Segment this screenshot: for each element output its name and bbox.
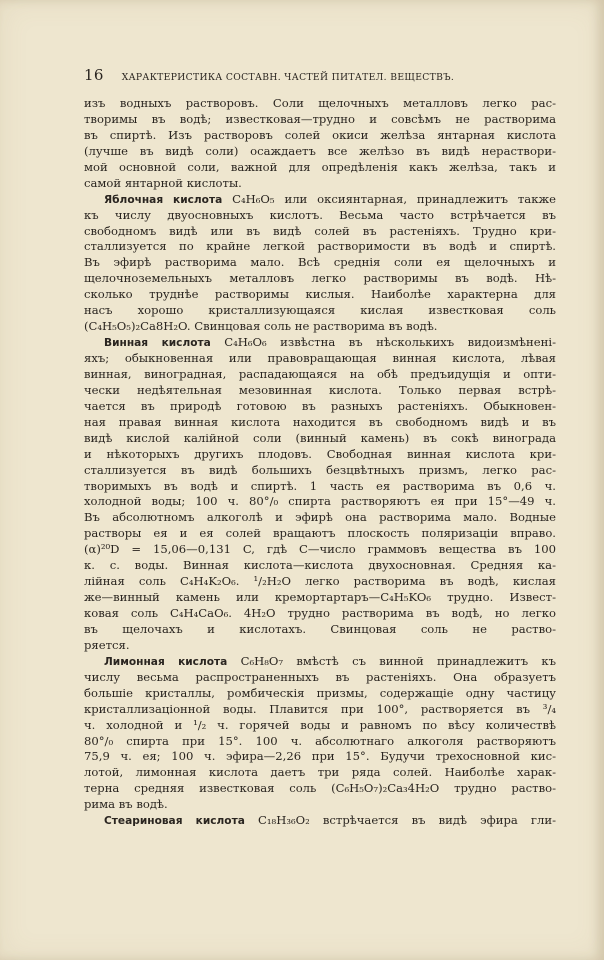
line-text: чается въ природѣ готовою въ разныхъ растеніяхъ. Обыкновен- bbox=[84, 398, 556, 413]
text-line bbox=[84, 765, 556, 781]
line-text: и нѣкоторыхъ другихъ плодовъ. Свободная винная кислота кри- bbox=[84, 446, 556, 461]
line-text: 80°/₀ спирта при 15°. 100 ч. абсолютнаго алкоголя растворяютъ bbox=[84, 733, 556, 748]
text-line bbox=[84, 144, 556, 160]
line-text: лотой, лимонная кислота даетъ три ряда солей. Наиболѣе харак- bbox=[84, 765, 556, 780]
line-text: кристаллизацiонной воды. Плавится при 100°, растворяется въ ³/₄ bbox=[84, 701, 556, 716]
text-line bbox=[84, 494, 556, 510]
line-text: холодной воды; 100 ч. 80°/₀ спирта растворяютъ ея при 15°—49 ч. bbox=[84, 494, 556, 509]
page-number: 16 bbox=[84, 66, 104, 84]
line-text: ная правая винная кислота находится въ свободномъ видѣ и въ bbox=[84, 414, 556, 429]
text-line bbox=[84, 638, 556, 654]
line-text: же—винный камень или кремортартаръ—C₄H₅KO₆ трудно. Извест- bbox=[84, 590, 556, 605]
running-head: ХАРАКТЕРИСТИКА СОСТАВН. ЧАСТЕЙ ПИТАТЕЛ. ВЕЩЕСТВЪ. bbox=[121, 72, 455, 83]
text-line bbox=[84, 399, 556, 415]
line-text: растворы ея и ея солей вращаютъ плоскость поляризацiи вправо. bbox=[84, 526, 556, 541]
line-text: Въ абсолютномъ алкоголѣ и эфирѣ она растворима мало. Водные bbox=[84, 510, 556, 525]
line-text: Въ эфирѣ растворима мало. Всѣ среднія соли ея щелочныхъ и bbox=[84, 255, 556, 270]
text-line bbox=[84, 239, 556, 255]
text-line bbox=[84, 574, 556, 590]
section-term: Яблочная кислота bbox=[104, 193, 223, 206]
line-text: мой основной соли, важной для опредѣленія какъ желѣза, такъ и bbox=[84, 159, 556, 174]
text-line bbox=[84, 303, 556, 319]
body-text bbox=[84, 96, 556, 829]
line-text: ряется. bbox=[84, 637, 130, 652]
text-line bbox=[84, 702, 556, 718]
line-text: насъ хорошо кристаллизующаяся кислая известковая соль bbox=[84, 303, 556, 318]
text-line bbox=[84, 415, 556, 431]
line-text: творимы въ водѣ; известковая—трудно и совсѣмъ не растворима bbox=[84, 111, 556, 126]
text-line bbox=[84, 542, 556, 558]
text-line bbox=[84, 606, 556, 622]
text-line bbox=[84, 383, 556, 399]
text-line bbox=[84, 224, 556, 240]
line-text: чески недѣятельная мезовинная кислота. Только первая встрѣ- bbox=[84, 382, 556, 397]
line-text: C₄H₆O₅ или оксиянтарная, принадлежитъ также bbox=[222, 191, 556, 206]
text-line bbox=[84, 479, 556, 495]
line-text: свободномъ видѣ или въ видѣ солей въ растеніяхъ. Трудно кри- bbox=[84, 223, 556, 238]
line-text: лiйная соль C₄H₄K₂O₆. ¹/₂H₂O легко растворима въ водѣ, кислая bbox=[84, 574, 556, 589]
text-line bbox=[84, 686, 556, 702]
text-line bbox=[84, 447, 556, 463]
text-line bbox=[84, 176, 556, 192]
text-line bbox=[84, 351, 556, 367]
line-text: щелочноземельныхъ металловъ легко растворимы въ водѣ. Нѣ- bbox=[84, 271, 556, 286]
line-text: самой янтарной кислоты. bbox=[84, 175, 242, 190]
text-line bbox=[84, 797, 556, 813]
line-text: къ числу двуосновныхъ кислотъ. Весьма часто встрѣчается въ bbox=[84, 207, 556, 222]
line-text: к. с. воды. Винная кислота—кислота двухосновная. Средняя ка- bbox=[84, 558, 556, 573]
text-line bbox=[84, 734, 556, 750]
section-term: Винная кислота bbox=[104, 337, 211, 350]
line-text: числу весьма распространенныхъ въ растеніяхъ. Она образуетъ bbox=[84, 669, 556, 684]
line-text: 75,9 ч. ея; 100 ч. эфира—2,26 при 15°. Будучи трехосновной кис- bbox=[84, 749, 556, 764]
text-line bbox=[84, 590, 556, 606]
text-line bbox=[84, 718, 556, 734]
section-term: Лимонная кислота bbox=[104, 655, 228, 668]
line-text: сталлизуется по крайне легкой растворимости въ водѣ и спиртѣ. bbox=[84, 239, 556, 254]
text-line bbox=[84, 96, 556, 112]
line-text: (лучше въ видѣ соли) осаждаетъ все желѣзо въ видѣ нераствори- bbox=[84, 143, 556, 158]
text-line bbox=[84, 319, 556, 335]
text-line bbox=[84, 558, 556, 574]
line-text: ч. холодной и ¹/₂ ч. горячей воды и равномъ по вѣсу количествѣ bbox=[84, 717, 556, 732]
line-text: яхъ; обыкновенная или правовращающая винная кислота, лѣвая bbox=[84, 351, 556, 365]
line-text: въ спиртѣ. Изъ растворовъ солей окиси желѣза янтарная кислота bbox=[84, 127, 556, 142]
line-text: большiе кристаллы, ромбическiя призмы, содержащiе одну частицу bbox=[84, 685, 556, 700]
line-text: (C₄H₅O₅)₂Ca8H₂O. Свинцовая соль не растворима въ водѣ. bbox=[84, 319, 438, 334]
text-line bbox=[84, 654, 556, 670]
text-line bbox=[84, 526, 556, 542]
text-line bbox=[84, 287, 556, 303]
text-line bbox=[84, 112, 556, 128]
text-line bbox=[84, 208, 556, 224]
line-text: рима въ водѣ. bbox=[84, 797, 168, 812]
page-header bbox=[84, 66, 554, 84]
text-line bbox=[84, 192, 556, 208]
line-text: видѣ кислой калiйной соли (винный камень) въ сокѣ винограда bbox=[84, 430, 556, 445]
line-text: сколько труднѣе растворимы кислыя. Наиболѣе характерна для bbox=[84, 287, 556, 302]
text-line bbox=[84, 335, 556, 351]
line-text: C₄H₆O₆ извѣстна въ нѣсколькихъ видоизмѣненi- bbox=[210, 335, 556, 350]
text-line bbox=[84, 510, 556, 526]
line-text: терна средняя известковая соль (C₆H₅O₇)₂Ca₃4H₂O трудно раство- bbox=[84, 781, 556, 796]
text-line bbox=[84, 463, 556, 479]
line-text: ковая соль C₄H₄CaO₆. 4H₂O трудно растворима въ водѣ, но легко bbox=[84, 606, 556, 620]
line-text: C₁₈H₃₆O₂ встрѣчается въ видѣ эфира гли- bbox=[244, 813, 556, 828]
line-text: винная, виноградная, распадающаяся на обѣ предъидущія и опти- bbox=[84, 366, 556, 381]
line-text: въ щелочахъ и кислотахъ. Свинцовая соль не раство- bbox=[84, 621, 556, 636]
line-text: творимыхъ въ водѣ и спиртѣ. 1 часть ея растворима въ 0,6 ч. bbox=[84, 478, 556, 493]
text-line bbox=[84, 367, 556, 383]
line-text: сталлизуется въ видѣ большихъ безцвѣтныхъ призмъ, легко рас- bbox=[84, 462, 556, 477]
text-line bbox=[84, 781, 556, 797]
line-text: (α)²⁰D = 15,06—0,131 C, гдѣ C—число граммовъ вещества въ 100 bbox=[84, 542, 556, 557]
section-term: Стеариновая кислота bbox=[104, 815, 245, 828]
text-line bbox=[84, 271, 556, 287]
text-line bbox=[84, 255, 556, 271]
text-line bbox=[84, 160, 556, 176]
line-text: C₆H₈O₇ вмѣстѣ съ винной принадлежитъ къ bbox=[227, 653, 556, 668]
text-line bbox=[84, 813, 556, 829]
text-line bbox=[84, 128, 556, 144]
text-line bbox=[84, 670, 556, 686]
line-text: изъ водныхъ растворовъ. Соли щелочныхъ металловъ легко рас- bbox=[84, 96, 556, 110]
text-line bbox=[84, 749, 556, 765]
text-line bbox=[84, 431, 556, 447]
text-line bbox=[84, 622, 556, 638]
